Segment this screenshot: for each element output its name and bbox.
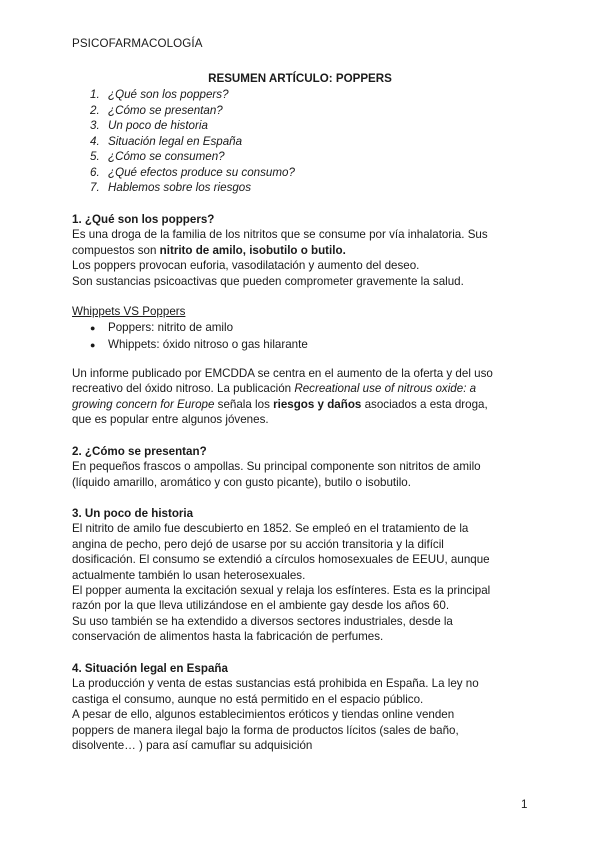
paragraph-line: A pesar de ello, algunos establecimientos eróticos y tiendas online venden xyxy=(72,708,455,722)
paragraph-line: El popper aumenta la excitación sexual y relaja los esfínteres. Esta es la principal xyxy=(72,584,491,598)
page-header: PSICOFARMACOLOGÍA xyxy=(72,37,203,50)
paragraph-line: Es una droga de la familia de los nitritos que se consume por vía inhalatoria. Sus xyxy=(72,228,488,242)
paragraph-line: dosificación. El consumo se extendió a círculos homosexuales de EEUU, aunque xyxy=(72,553,490,567)
paragraph-line: recreativo del óxido nitroso. La publicación Recreational use of nitrous oxide: a xyxy=(72,382,477,396)
paragraph-line: castiga el consumo, aunque no está permitido en el espacio público. xyxy=(72,692,424,706)
table-of-contents xyxy=(90,87,295,196)
report-paragraph xyxy=(72,366,532,428)
list-item: ● Poppers: nitrito de amilo xyxy=(90,320,308,337)
paragraph-line: Los poppers provocan euforia, vasodilatación y aumento del deseo. xyxy=(72,259,420,273)
paragraph-line: compuestos son nitrito de amilo, isobutilo o butilo. xyxy=(72,243,346,257)
subheading: Whippets VS Poppers xyxy=(72,305,186,318)
paragraph-line: Son sustancias psicoactivas que pueden comprometer gravemente la salud. xyxy=(72,274,464,288)
comparison-list xyxy=(90,320,308,353)
section-1 xyxy=(72,212,532,289)
section-heading: 1. ¿Qué son los poppers? xyxy=(72,213,215,226)
section-4 xyxy=(72,661,532,753)
paragraph-line: (líquido amarillo, aromático y con gusto picante), butilo o isobutilo. xyxy=(72,475,411,489)
toc-item: 2. ¿Cómo se presentan? xyxy=(90,103,223,117)
bullet-icon: ● xyxy=(90,339,96,350)
paragraph-line: La producción y venta de estas sustancias está prohibida en España. La ley no xyxy=(72,677,479,691)
toc-item: 7. Hablemos sobre los riesgos xyxy=(90,181,252,194)
paragraph-line: angina de pecho, pero dejó de usarse por su acción transitoria y la difícil xyxy=(72,537,444,551)
section-3 xyxy=(72,506,532,645)
toc-item: 1. ¿Qué son los poppers? xyxy=(90,88,229,101)
toc-item: 3. Un poco de historia xyxy=(90,119,208,132)
paragraph-line: poppers de manera ilegal bajo la forma de productos lícitos (sales de baño, xyxy=(72,723,459,737)
paragraph-line: Su uso también se ha extendido a diversos sectores industriales, desde la xyxy=(72,614,453,628)
paragraph-line: growing concern for Europe señala los riesgos y daños asociados a esta droga, xyxy=(72,397,488,411)
list-item: ● Whippets: óxido nitroso o gas hilarante xyxy=(90,337,308,354)
bullet-icon: ● xyxy=(90,323,96,333)
paragraph-line: que es popular entre algunos jóvenes. xyxy=(72,413,269,427)
document-title: RESUMEN ARTÍCULO: POPPERS xyxy=(208,72,392,85)
page-number: 1 xyxy=(521,798,528,811)
paragraph-line: Un informe publicado por EMCDDA se centra en el aumento de la oferta y del uso xyxy=(72,367,493,380)
section-2 xyxy=(72,444,532,490)
paragraph-line: disolvente… ) para así camuflar su adquisición xyxy=(72,739,313,753)
toc-item: 6. ¿Qué efectos produce su consumo? xyxy=(90,165,295,179)
toc-item: 5. ¿Cómo se consumen? xyxy=(90,150,225,163)
paragraph-line: conservación de alimentos hasta la fabricación de perfumes. xyxy=(72,630,384,644)
paragraph-line: actualmente también lo usan heterosexuales. xyxy=(72,568,306,582)
whippets-section xyxy=(72,304,532,319)
section-heading: 2. ¿Cómo se presentan? xyxy=(72,445,207,458)
section-heading: 4. Situación legal en España xyxy=(72,662,228,675)
toc-item: 4. Situación legal en España xyxy=(90,134,243,148)
paragraph-line: En pequeños frascos o ampollas. Su principal componente son nitritos de amilo xyxy=(72,460,481,474)
paragraph-line: razón por la que lleva utilizándose en el ambiente gay desde los años 60. xyxy=(72,599,450,613)
paragraph-line: El nitrito de amilo fue descubierto en 1852. Se empleó en el tratamiento de la xyxy=(72,522,469,536)
section-heading: 3. Un poco de historia xyxy=(72,507,194,520)
